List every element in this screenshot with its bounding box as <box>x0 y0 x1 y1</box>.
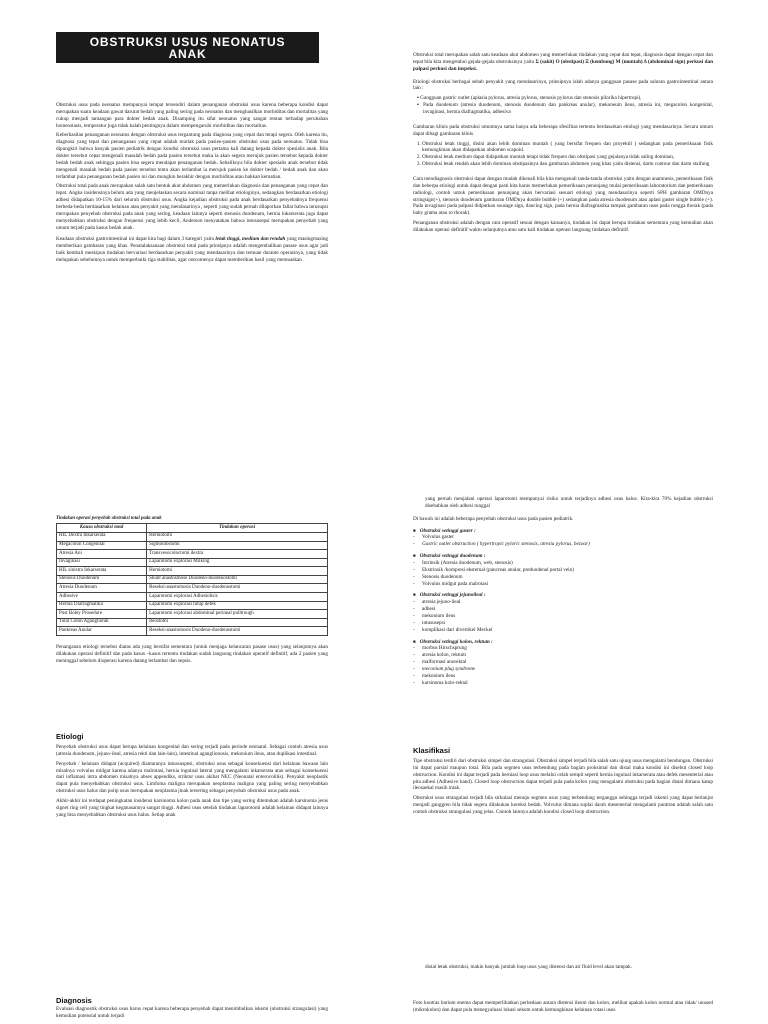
list-item: - morbus Hirschsprung <box>413 645 713 652</box>
list-item: - Gastric outlet obstruction ( hypertropic pyloric stenosis, atresia pylorus, bezoar) <box>413 541 713 548</box>
list-item: - Ekstrinsik /kompresi eksternal (pancreas anular, preduodenal portal vein) <box>413 567 713 574</box>
klasifikasi-heading: Klasifikasi <box>413 746 451 755</box>
table-cell: Post Boley Prosedure <box>57 610 147 619</box>
table-row <box>57 593 328 602</box>
left-intro <box>56 102 328 267</box>
list-item: - meconium plug syndrome <box>413 666 713 673</box>
list-item: - mekonium ileus <box>413 673 713 680</box>
table-cell: Shunt anastosmose Duodeno-duodenostomi <box>147 575 328 584</box>
table-header: Kausa obstruksi total <box>57 524 147 533</box>
list-item: - Volvulus midgut pada malrotasi <box>413 581 713 588</box>
table-cell: Reseksi-anastomosis Duodeno-duodenostomi <box>147 627 328 636</box>
list-item: - karsinoma kolo-rektal <box>413 680 713 687</box>
diagnosis-heading: Diagnosis <box>56 996 92 1005</box>
right2-intro: Di bawah ini adalah beberapa penyebab obstruksi usus pada pasien pediatrik. <box>413 515 574 522</box>
table-cell: Invaginasi <box>57 558 147 567</box>
table-row <box>57 541 328 550</box>
table-row <box>57 627 328 636</box>
table-header-row <box>57 524 328 533</box>
right-etiologi-list <box>413 95 713 116</box>
table-cell: Atresia Duodenum <box>57 584 147 593</box>
list-item: - adhesi <box>413 606 713 613</box>
table-row <box>57 601 328 610</box>
right2-top-paragraph: yang pernah menjalani operasi laparotomi mempunyai risiko untuk terjadinya adhesi usus halus. Kira-kira 70% kejadian obstruksi disebabkan oleh adhesi tunggal <box>425 496 713 509</box>
table-cell: Pankreas Anular <box>57 627 147 636</box>
table-cell: Hernia Diafragmatika <box>57 601 147 610</box>
list-item: - atresia kolon, rektum <box>413 652 713 659</box>
table-cell: Laparotomi explorasi Milking <box>147 558 328 567</box>
right-intro-paragraph: Obstruksi total merupakan salah satu keadaan akut abdomen yang memerlukan tindakan yang cepat dan tepat, diagnosis dapat dengan cepat dan tepat bila kita mengetahui gejala-gejala obstruksinya yaitu Σ (sakit) Ο (obstipasi) Ξ (kembung) Μ (muntah) Δ (abdominal sign) perkusi dan palpasi perkusi dan inspeksi. <box>413 52 714 72</box>
cause-group-heading: ■ Obstruksi setinggi kolon, rektum : <box>413 639 713 646</box>
cause-list <box>413 534 713 548</box>
table-cell: HIL sinistra Inkarserata <box>57 567 147 576</box>
list-item: ▪ Pada duodenum (atresia duodenum, stenosis duodenum dan pankreas anular), mekoneum ileus, atresia ini, megacolon kongenital, invaginasi, hernia diafragmatika, adhesiva <box>417 102 713 116</box>
intro-paragraph-2: Keberhasilan penanganan neonatus dengan obstruksi usus tergantung pada diagnosa yang cepat dan terapi segera. Oleh karena itu, diagnosa yang tepat dan penanganan yang cepat adalah mutlak pada pasien-pasien obstruksi usus pada neonatus. Tidak bisa dipungkiri bahwa banyak pasien pediatrik dengan kondisi obstruksi usus pertama kali datang kepada dokter spesialis anak. Bila dokter tersebut cepat mengenali masalah bedah pada pasien tersebut maka ia akan segera merujuk pasien tersebut kepada dokter bedah bedah anak sehingga pasien bisa segera mendapat penanganan bedah. Sebaliknya bila dokter spesialis anak tersebut tidak mengenali masalah bedah pada pasien tersebut tentu akan terlambat ia merujuk pasien ke dokter bedah / bedah anak dan akan terlambat pula penanganan bedah pasien ini dan mungkin berakhir dengan morbiditas atau bahkan kematian. <box>56 132 328 180</box>
right2-bottom-2 <box>413 1000 713 1017</box>
table-cell: Sigmoidostomi <box>147 541 328 550</box>
diagnosa-paragraph-1: Cara mendiagnosis obstruksi dapat dengan mudah dikenali bila kita mengenali tanda-tanda obstruksi yaitu dengan anamnesis, pemeriksaan fisik dan beberpa etiologi untuk dapat dengan pasti kita harus memerlukan pemeriksaan penunjang mulai pemeriksaan laboratorium dan pemeriksaan radiologi, contoh untuk pemeriksaan penunjang akan bervariasi sesuari etiologi yang mendasarinya seperti SPH gambaran OMDnya stringsign(+), stenosis duodenum gambaran OMDnya double bubble (+) sedangkan pada atresia duodenum atau aplasi gaster single bubble (+). Pada invaginasi pada palpasi didputkan sousage sign, dancing sign, pada hernia diafragmatika tampak gambaran usus pada rongga thorak (pada baby grama atau ro thorak). <box>413 176 713 217</box>
etiologi-paragraph-2: Penyebab / kelainan didapat (acquired) diantaranya intussuspesi, obstruksi usus sebagai konsekuensi dari kelainan bawaan lain misalnya volvulus midgut karena adanya malrotasi, hernia inguinal lateral yang mengalami inkarserata atau sebagai konsekuensi dari inflamasi intra abdomen misalnya abses appendiks, striktur usus akibat NEC (Neonatal enterocolitis). Penyakit neoplastik dapat pula menyebabkan obstruksi usus. Limfoma maligna merupakan neoplasma maligna yang paling sering menyebabkan obstruksi usus halus dan polip usus merupakan neoplasma jinak tersering sebagai penyebab obstruksi usus pada anak. <box>56 760 328 795</box>
table-row <box>57 558 328 567</box>
list-item: 1. Obstruksi letak tinggi, disini akan lebih dominan muntah ( yang bersifat frequen dan proyektil ) sedangkan pada pemeriksaan fisik kemungkinan akan didapatkan abdomen scapoid. <box>422 141 713 155</box>
list-item: - mekonium ileus <box>413 613 713 620</box>
etiologi-paragraph-3: Akhir-akhir ini terdapat peningkatan insidensi karsinoma kolon pada anak dan tipe yang sering ditemukan adalah karsinoma jenis signet ring cell yang tingkat keganasannya sangat tinggi. Adhesi usus setelah tindakan laparotomi adalah kelainan didapat lainnya yang bisa menyebabkan obstruksi usus halus. Setiap anak <box>56 798 328 818</box>
cause-group-heading: ■ Obstruksi setinggi jejunoileal : <box>413 592 713 599</box>
title-banner <box>56 32 319 63</box>
table-row <box>57 610 328 619</box>
intro-paragraph-4: Keadaan obstruksi gastrointestinal ini dapat kita bagi dalam 3 kategori yaitu letak tinggi, medium dan rendah yang masingmasing memberikan gambaran yang khas. Penatalaksanaan obstruksi total pada prinsipnya adalah mengembalikan pasase usus agar jadi baik kembali meskipun tindakan bervariasi berdasarkan penyakit yang mendasarinya dan temuan durante operasinya, yang tidak melupakan sebelumnya untuk memperbaiki tiga stabilitas, agar outcomenya dapat memberikan hasil yang memuaskan . <box>56 236 329 264</box>
table-row <box>57 584 328 593</box>
right-etiologi-intro: Etiologi obstruksi berbagai sebab penyakit yang mendasarinya, prinsipnya ialah adanya gangguan pasase pada saluran gastrointestinal antara lain : <box>413 78 713 92</box>
right2-bottom-1 <box>425 964 713 974</box>
table-cell: Laparotomi explorasi tutup defek <box>147 601 328 610</box>
cause-group-heading: ■ Obstruksi setinggi gaster : <box>413 528 713 535</box>
table-cell: Laparotomi explorasi Adhesiolisis <box>147 593 328 602</box>
list-item: - intususepsi <box>413 620 713 627</box>
table-cell: Total Colon Aganglionik <box>57 618 147 627</box>
table-cell: Transvesocoloctomi dextra <box>147 550 328 559</box>
etiologi-section <box>56 744 328 822</box>
table-cell: Adhesive <box>57 593 147 602</box>
list-item: - Stenosis duodenum <box>413 574 713 581</box>
page-title: OBSTRUKSI USUS NEONATUS ANAK <box>89 34 286 61</box>
after-table-paragraph: Penanganan etiologi tersebut diatas ada yang bersifat sementara (untuk menjaga kelancaran pasase usus) yang selanjutnya akan dilakukan operasi definitif dan pada kasus –kasus tertentu tindakan sudah langsung tindakan operatif definitif, ada 2 pasien yang meninggal sebelum dioperasi karena datang terlambat dan sepsis. <box>56 644 328 664</box>
table-cell: Ileostomi <box>147 618 328 627</box>
table-cell: Atresia Ani <box>57 550 147 559</box>
right2-section <box>413 496 713 687</box>
cause-list <box>413 560 713 587</box>
list-item: - komplikasi dari divertikel Meckel <box>413 627 713 634</box>
list-item: - atresia jejuno-ileal <box>413 599 713 606</box>
table-caption: Tindakan operasi penyebab obstruksi total pada anak <box>56 516 162 521</box>
table-row <box>57 618 328 627</box>
bottom-paragraph-2: Foto kontras barium enema dapat memperlihatkan perbedaan antara distensi ileum dan kolon, melihat apakah kolon normal atau tidak/ unused (mikrokolon) dan dapat pula menegyaluasi lokasi sekum untuk kemungkinan kelainan rotasi usus <box>413 1000 713 1013</box>
gambaran-list <box>413 141 713 168</box>
list-item: - Intrinsik (Atresia duodenum, web, stenosis) <box>413 560 713 567</box>
gambaran-intro: Gambaran klinis pada obstruksi umumnya sama hanya ada beberapa sfesifitas tertentu berdasarkan etiologi yang mendasarinya. Secara umum dapat dibagi gambaran klinis <box>413 123 713 137</box>
table-header: Tindakan operasi <box>147 524 328 533</box>
table-cell: Herniotomi <box>147 567 328 576</box>
table-row <box>57 550 328 559</box>
klasifikasi-section <box>413 758 713 819</box>
list-item: - malformasi anorektal <box>413 659 713 666</box>
intro-paragraph-1: Obstruksi usus pada neonatus mempunyai tempat tersendiri dalam penanganan obstruksi usus karena beberapa kondisi dapat merupakan suatu keadaan gawat darurat bedah yang paling sering pada neonatus dan menghasilkan morbiditas dan mortalitas yang cukup menjadi tantangan para dokter bedah anak. Disamping itu sifat neonatus yang sangat rentan terhadap perubahan homeostasis, temperatur juga tidak kalah pentingnya dalam mempengaruhi morbiditas dan mortalitas. <box>56 102 328 129</box>
causes-table <box>56 523 328 636</box>
table-row <box>57 575 328 584</box>
list-item: 2. Obstruksi letak medium dapat didapatkan muntah tetapi tidak frequen dan obstipasi yang gejalanya tidak saling dominan, <box>422 154 713 161</box>
klasifikasi-paragraph-1: Tipe obstruksi terdiri dari obstruksi simpel dan strangulasi. Obstruksi simpel terjadi bila salah satu ujung usus mengalami bendungan. Obstruksi ini dapat parsial maupun total. Bila pada segmen usus terbendung pada bagian proksimal dan distal maka kondisi ini disebut closed loop obstruction. Kondisi ini dapat terjadi pada herniasi loop usus melalui celah sempit seperti hernia inguinal inkarserata atau defek mesenterial atau pita adhesi (Adhesive band). Closed loop obstruction dapat terjadi pula pada kolon yang mengalami obstruksi pada bagian distal dimana katup ileosaekal masih intak. <box>413 758 713 792</box>
table-row <box>57 567 328 576</box>
cause-group-heading: ■ Obstruksi setinggi duodenum : <box>413 553 713 560</box>
table-cell: Megacolon Congenital <box>57 541 147 550</box>
table-section <box>56 516 328 668</box>
table-row <box>57 532 328 541</box>
cause-list <box>413 645 713 686</box>
right-intro <box>413 52 713 237</box>
diagnosa-paragraph-2: Penanganan obstruksi adalah dengan cara operatif sesuai dengan kausanya, tindakan ini dapat berupa tindakan sementara yang kemudian akan dilakukan operasi definitif waktu selanjutnya atau satu kali tindakan operasi langsung tindakan definitif. <box>413 220 713 234</box>
list-item: 3. Obstruksi letak rendah akan lebih dominan obstipasinya dan gambaran abdomen yang khas yaitu distensi, darm contour dan darm staifung <box>422 161 713 168</box>
diagnosis-paragraph: Evaluasi diagnostik obstruksi usus harus cepat karena beberapa penyebab dapat menimbulkan iskemi (obstruksi strangulasi) yang kemudian potensial untuk terjadi <box>56 1006 328 1019</box>
klasifikasi-paragraph-2: Obstruksi usus strangulasi terjadi bila sirkulasi menuju segmen usus yang terbendung terganggu sehingga terjadi iskemi yang dapat berlanjut menjadi ganggren bila tidak segera dilakukan koreksi bedah. Volvulus dimana suplai darah mesenterial mengalami puntiran adalah salah satu contoh obstruksi strangulasi yang jelas. Contoh lainnya adalah kondisi closed loop obstruction. <box>413 795 713 816</box>
table-cell: Reseksi-anastomosis Duodeno-duodenostomi <box>147 584 328 593</box>
etiologi-heading: Etiologi <box>56 732 84 741</box>
etiologi-paragraph-1: Penyebab obstruksi usus dapat berupa kelainan kongenital dan sering terjadi pada periode neonatal. Sebagai contoh atresia usus (atresia duodenum, jejuno-ileal, atresia rekti dan lain-lain), intestinal aganglionosis, mekonium ileus, atau duplikasi intestinal. <box>56 744 328 757</box>
intro-paragraph-3: Obstruksi total pada anak merupakan salah satu bentuk akut abdomen yang memerlukan diagnosis dan penanganan yang cepat dan tepat. Angka insidensinya belum ada yang menjelaskan secara nominal tanpa melihat etiologinya, sedangkan berdasarkan etiologi adhesi didapatkan 10-15% dari seluruh obstruksi usus. Angka kejadian obstruksi pada anak berdasarkan penyebabnya frequensi berbeda-beda berdasarkan kelainan atau penyakit yang mendasarinya , seperti yang sudah pernah dilaporkan fallat bahwa intusupsi merupakan penyebab obstruksi pada anak yang sering, keadaan lainnya seperti stenosis duodenum, hernia inkarserata juga dapat menyebabkan obstruksi dengan frequensi yang lebih kecil, Anderson menyatakan bahwa intususepsi merupakan penyebab yang umum terjadi pada kasus bedah anak. <box>56 183 328 231</box>
table-cell: Laparotomi explorasi abdominal perineal pulltrough <box>147 610 328 619</box>
table-cell: Stenosis Duodenum <box>57 575 147 584</box>
diagnosis-section <box>56 1006 328 1023</box>
table-cell: Herniotomi <box>147 532 328 541</box>
table-cell: HIL Dextra Inkarserata <box>57 532 147 541</box>
list-item: - Volvulus gaster <box>413 534 713 541</box>
cause-list <box>413 599 713 633</box>
bottom-paragraph-1: distal letak obstruksi, makin banyak jumlah loop usus yang distensi dan air fluid level akan tampak. <box>425 964 633 970</box>
list-item: ▪ Gangguan gastric outlet (aplasia pylorus, atresia pylorus, stenosis pylorus dan stenosis pilorika hipertropi), <box>417 95 642 102</box>
